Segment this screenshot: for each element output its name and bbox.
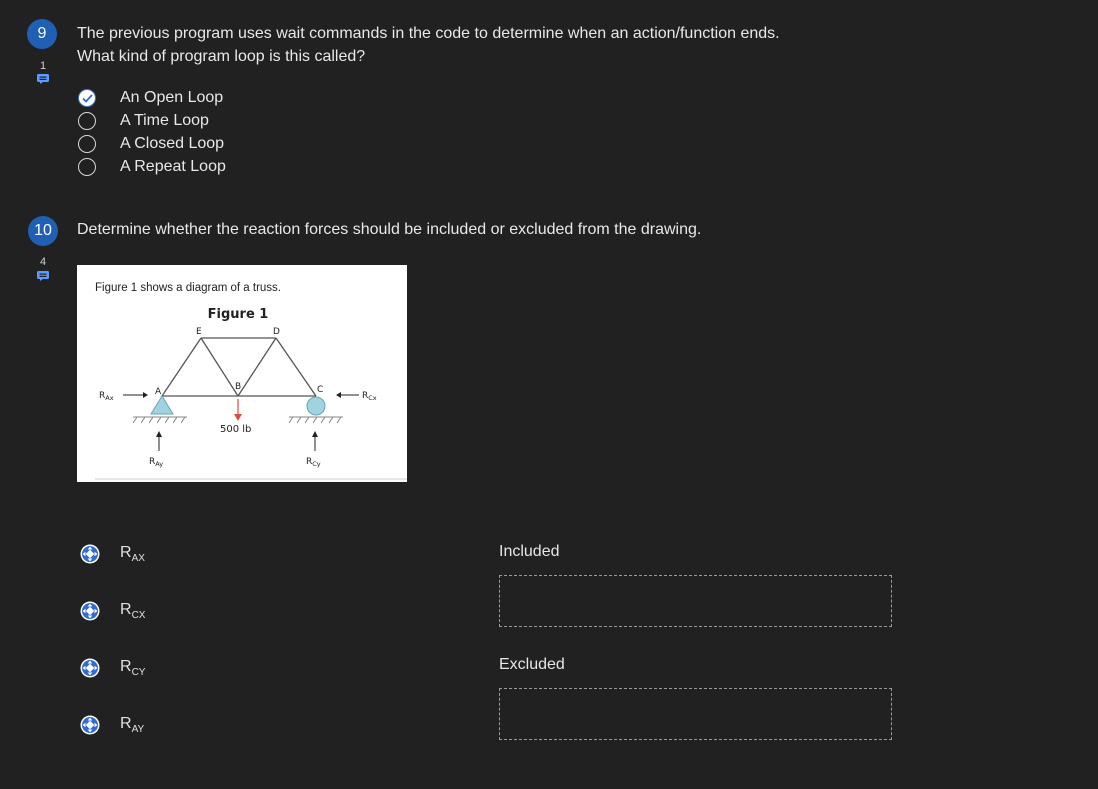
node-label-c: C: [317, 385, 324, 395]
option-time-loop[interactable]: [77, 110, 209, 132]
drag-handle-icon[interactable]: [80, 715, 100, 735]
radio-button[interactable]: [78, 135, 96, 153]
load-arrow-head: [234, 414, 242, 421]
notes-icon[interactable]: [37, 74, 49, 84]
figure-title: Figure 1: [207, 307, 269, 322]
truss-figure: [77, 265, 407, 482]
drag-item-label: $R_{CX}$: [120, 600, 146, 622]
checkmark-icon: [82, 94, 93, 103]
question-text-line: What kind of program loop is this called?: [77, 48, 366, 65]
radio-button[interactable]: [78, 112, 96, 130]
rcy-label: $R_{Cy}$: [306, 457, 321, 468]
drag-handle-icon[interactable]: [80, 601, 100, 621]
drag-item-label: $R_{CY}$: [120, 657, 146, 679]
truss-diagram: [77, 265, 407, 482]
roller-support-icon: [307, 397, 325, 415]
ray-label: $R_{Ay}$: [149, 457, 164, 468]
option-repeat-loop[interactable]: [77, 156, 226, 178]
option-label: An Open Loop: [120, 89, 224, 106]
option-label: A Closed Loop: [120, 135, 225, 152]
drag-handle-icon[interactable]: [80, 544, 100, 564]
option-open-loop[interactable]: [77, 87, 224, 109]
dropzone-included[interactable]: [499, 575, 892, 627]
node-label-e: E: [196, 327, 202, 337]
drag-item-ray[interactable]: [80, 714, 144, 736]
drag-handle-icon[interactable]: [80, 658, 100, 678]
option-label: A Repeat Loop: [120, 158, 226, 175]
load-label: 500 lb: [220, 424, 252, 435]
question-points-9: 1: [39, 60, 47, 72]
node-label-b: B: [235, 382, 242, 392]
pin-support-icon: [151, 396, 173, 414]
node-label-d: D: [273, 327, 280, 337]
radio-button-selected[interactable]: [78, 89, 96, 107]
zone-title-included: Included: [499, 543, 560, 560]
question-text-line: The previous program uses wait commands in the code to determine when an action/function ends.: [77, 25, 780, 42]
drag-item-label: $R_{AX}$: [120, 543, 145, 565]
question-text-9: [77, 22, 780, 68]
drag-item-rcy[interactable]: [80, 657, 145, 679]
rcx-label: $R_{Cx}$: [362, 391, 377, 402]
drag-item-rax[interactable]: [80, 543, 145, 565]
rax-label: $R_{Ax}$: [99, 391, 114, 402]
radio-button[interactable]: [78, 158, 96, 176]
question-number-10: 10: [28, 216, 58, 246]
notes-icon[interactable]: [37, 271, 49, 281]
drag-item-rcx[interactable]: [80, 600, 145, 622]
ground-hatch-a: [133, 417, 187, 423]
figure-caption: Figure 1 shows a diagram of a truss.: [95, 282, 281, 294]
zone-title-excluded: Excluded: [499, 656, 565, 673]
question-points-10: 4: [39, 256, 47, 268]
question-text-10: Determine whether the reaction forces should be included or excluded from the drawing.: [77, 221, 702, 238]
question-number-9: 9: [27, 19, 57, 49]
option-label: A Time Loop: [120, 112, 209, 129]
option-closed-loop[interactable]: [77, 133, 225, 155]
ground-hatch-c: [289, 417, 343, 423]
drag-item-label: $R_{AY}$: [120, 714, 145, 736]
node-label-a: A: [155, 387, 162, 397]
dropzone-excluded[interactable]: [499, 688, 892, 740]
